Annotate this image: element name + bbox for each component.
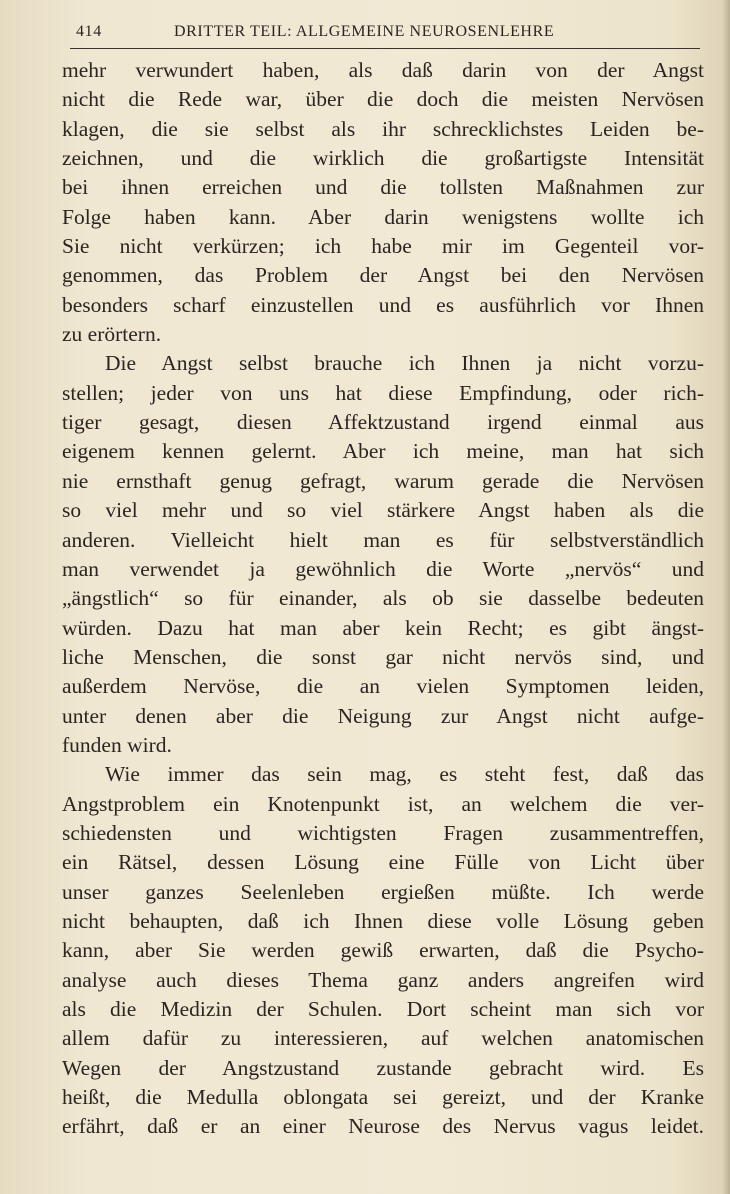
text-line: genommen, das Problem der Angst bei den Nervösen [62,263,704,288]
text-line: stellen; jeder von uns hat diese Empfindung, oder rich- [62,380,704,405]
text-line: tiger gesagt, diesen Affektzustand irgend einmal aus [62,410,704,435]
text-line: erfährt, daß er an einer Neurose des Nervus vagus leidet. [62,1114,704,1139]
text-line: so viel mehr und so viel stärkere Angst haben als die [62,498,704,523]
page-header [70,20,700,49]
text-line: „ängstlich“ so für einander, als ob sie dasselbe bedeuten [62,586,704,611]
text-line: nicht behaupten, daß ich Ihnen diese volle Lösung geben [62,908,704,933]
text-line: Wegen der Angstzustand zustande gebracht wird. Es [62,1055,704,1080]
text-line: mehr verwundert haben, als daß darin von der Angst [62,58,704,82]
running-head: DRITTER TEIL: ALLGEMEINE NEUROSENLEHRE [174,23,555,40]
text-line: man verwendet ja gewöhnlich die Worte „nervös“ und [62,556,704,581]
paragraph-end-line: zu erörtern. [62,322,162,347]
text-line: schiedensten und wichtigsten Fragen zusammentreffen, [62,820,704,845]
text-line: unser ganzes Seelenleben ergießen müßte. Ich werde [62,879,704,904]
paragraph-start-line: Wie immer das sein mag, es steht fest, daß das [105,762,704,787]
paragraph-start-line: Die Angst selbst brauche ich Ihnen ja nicht vorzu- [105,351,704,376]
body-text [62,56,704,1142]
text-line: klagen, die sie selbst als ihr schrecklichstes Leiden be- [62,116,704,141]
text-line: als die Medizin der Schulen. Dort scheint man sich vor [62,997,704,1021]
text-line: außerdem Nervöse, die an vielen Symptomen leiden, [62,674,704,699]
text-line: Folge haben kann. Aber darin wenigstens wollte ich [62,204,704,229]
text-line: bei ihnen erreichen und die tollsten Maßnahmen zur [62,175,704,200]
text-line: nie ernsthaft genug gefragt, warum gerade die Nervösen [62,468,704,493]
text-line: heißt, die Medulla oblongata sei gereizt, und der Kranke [62,1085,704,1110]
text-line: ein Rätsel, dessen Lösung eine Fülle von Licht über [62,850,704,875]
page-number: 414 [76,23,102,40]
text-line: eigenem kennen gelernt. Aber ich meine, man hat sich [62,439,704,464]
text-line: nicht die Rede war, über die doch die meisten Nervösen [62,87,704,112]
text-line: analyse auch dieses Thema ganz anders angreifen wird [62,967,704,992]
text-line: allem dafür zu interessieren, auf welchen anatomischen [62,1026,704,1051]
text-line: würden. Dazu hat man aber kein Recht; es gibt ängst- [62,615,704,640]
text-line: Sie nicht verkürzen; ich habe mir im Gegenteil vor- [62,234,704,259]
text-line: besonders scharf einzustellen und es ausführlich vor Ihnen [62,292,704,317]
text-line: Angstproblem ein Knotenpunkt ist, an welchem die ver- [62,791,704,816]
text-line: liche Menschen, die sonst gar nicht nervös sind, und [62,644,704,669]
text-line: unter denen aber die Neigung zur Angst nicht aufge- [62,703,704,728]
text-line: anderen. Vielleicht hielt man es für selbstverständlich [62,527,704,552]
text-line: zeichnen, und die wirklich die großartigste Intensität [62,146,704,171]
page-edge-shadow [722,0,730,1194]
paragraph-end-line: funden wird. [62,732,172,757]
text-line: kann, aber Sie werden gewiß erwarten, daß die Psycho- [62,938,704,963]
